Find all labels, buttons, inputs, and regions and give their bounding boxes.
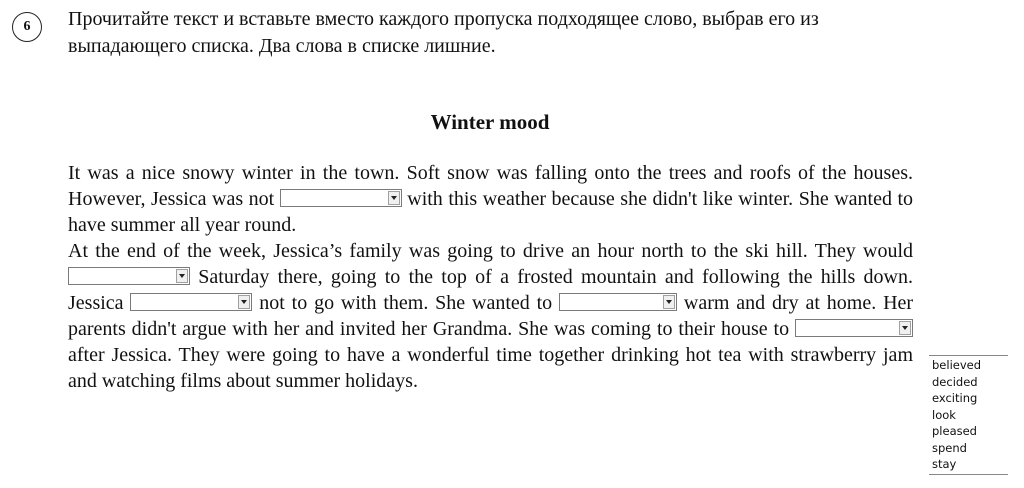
word-bank-item: stay [932, 457, 957, 471]
gap-4-dropdown[interactable] [559, 293, 677, 311]
word-bank-item: look [932, 407, 956, 422]
word-bank-item: pleased [932, 424, 977, 438]
task-number: 6 [23, 19, 31, 34]
chevron-down-icon [663, 295, 675, 309]
word-bank-item: exciting [932, 391, 978, 405]
word-bank-item: decided [932, 374, 978, 389]
gap-2-dropdown[interactable] [68, 267, 190, 285]
text-segment: At the end of the week, Jessica’s family was going to drive an hour north to the ski hill. They would [68, 240, 913, 262]
chevron-down-icon [238, 295, 250, 309]
word-bank-item: believed [932, 358, 982, 372]
paragraph-2 [68, 238, 913, 394]
paragraph-1 [68, 160, 913, 238]
word-bank-list [929, 355, 1008, 475]
chevron-down-icon [388, 191, 400, 205]
gap-3-dropdown[interactable] [130, 293, 252, 311]
text-segment: after Jessica. They were going to have a wonderful time together drinking hot tea with strawberry jam and watching films about summer holidays. [68, 344, 913, 392]
gap-5-dropdown[interactable] [795, 319, 913, 337]
gap-1-dropdown[interactable] [280, 189, 402, 207]
task-number-badge [12, 12, 42, 42]
text-segment: It was a nice snowy winter in the town. Soft snow was falling onto the trees and roofs of the houses. However, Jessica was not [68, 162, 913, 210]
chevron-down-icon [176, 269, 188, 283]
task-instruction: Прочитайте текст и вставьте вместо каждого пропуска подходящее слово, выбрав его из выпадающего списка. Два слова в списке лишние. [68, 8, 819, 57]
reading-text [68, 160, 913, 394]
chevron-down-icon [899, 321, 911, 335]
text-segment: not to go with them. She wanted to [259, 292, 553, 314]
word-bank-item: spend [932, 440, 967, 455]
text-segment: Saturday there, going to the top of a frosted mountain and following the hills down. Jessica [68, 266, 913, 314]
text-title: Winter mood [430, 110, 550, 134]
text-segment: warm and dry at home. Her parents didn't argue with her and invited her Grandma. She was coming to their house to [68, 292, 914, 340]
text-segment: with this weather because she didn't like winter. She wanted to have summer all year round. [68, 188, 914, 236]
